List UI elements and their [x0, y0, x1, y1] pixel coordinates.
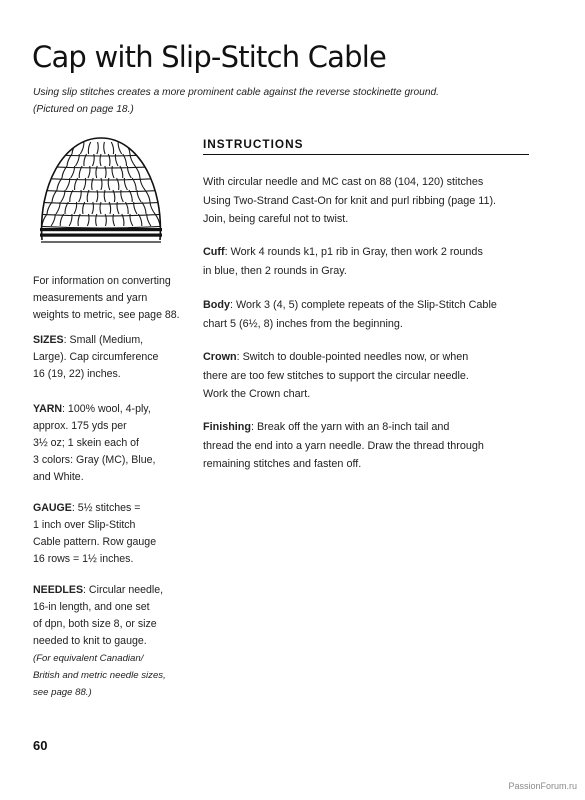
- subtitle-line: Using slip stitches creates a more prominent cable against the reverse stockinette ground.: [33, 87, 440, 98]
- body-text: : Work 3 (4, 5) complete repeats of the Slip-Stitch Cable: [230, 299, 497, 311]
- needles-text: : Circular needle,: [83, 584, 164, 596]
- needles-text: of dpn, both size 8, or size: [33, 618, 157, 630]
- cuff-label: Cuff: [203, 246, 225, 258]
- gauge-text: 16 rows = 1½ inches.: [33, 553, 134, 565]
- yarn-text: and White.: [33, 471, 84, 483]
- yarn-block: [33, 401, 183, 486]
- page-subtitle: [33, 84, 553, 118]
- needles-block: [33, 582, 183, 701]
- note-line: For information on converting: [33, 275, 171, 287]
- finishing-text: remaining stitches and fasten off.: [203, 458, 362, 470]
- page-number: 60: [33, 738, 48, 753]
- crown-text: there are too few stitches to support the circular needle.: [203, 369, 469, 382]
- gauge-label: GAUGE: [33, 502, 72, 514]
- crown-label: Crown: [203, 351, 237, 363]
- gauge-text: : 5½ stitches =: [71, 502, 141, 514]
- sizes-text: Large). Cap circumference: [33, 351, 159, 363]
- intro-line: Using Two-Strand Cast-On for knit and purl ribbing (page 11).: [203, 194, 497, 207]
- finishing-paragraph: [203, 418, 535, 474]
- page-title: Cap with Slip-Stitch Cable: [32, 40, 387, 74]
- note-line: weights to metric, see page 88.: [33, 309, 180, 321]
- note-line: measurements and yarn: [33, 292, 148, 304]
- cuff-text: : Work 4 rounds k1, p1 rib in Gray, then work 2 rounds: [224, 246, 483, 258]
- needles-note: (For equivalent Canadian/: [33, 653, 144, 664]
- needles-note: British and metric needle sizes,: [33, 670, 166, 681]
- gauge-text: Cable pattern. Row gauge: [33, 536, 157, 548]
- sizes-text: : Small (Medium,: [63, 334, 144, 346]
- yarn-text: approx. 175 yds per: [33, 420, 127, 432]
- finishing-label: Finishing: [203, 421, 251, 433]
- crown-paragraph: [203, 348, 535, 404]
- subtitle-line: (Pictured on page 18.): [33, 104, 134, 115]
- metric-note: [33, 273, 183, 324]
- yarn-text: 3½ oz; 1 skein each of: [33, 437, 140, 449]
- intro-paragraph: [203, 173, 535, 229]
- intro-line: With circular needle and MC cast on 88 (104, 120) stitches: [203, 176, 484, 188]
- gauge-block: [33, 500, 183, 568]
- needles-text: 16-in length, and one set: [33, 601, 150, 613]
- sizes-text: 16 (19, 22) inches.: [33, 368, 121, 380]
- finishing-text: thread the end into a yarn needle. Draw the thread through: [203, 439, 484, 452]
- crown-text: : Switch to double-pointed needles now, or when: [236, 351, 469, 363]
- needles-text: needed to knit to gauge.: [33, 635, 147, 647]
- cuff-paragraph: [203, 243, 535, 280]
- sizes-block: [33, 332, 183, 383]
- yarn-text: 3 colors: Gray (MC), Blue,: [33, 454, 156, 466]
- finishing-text: : Break off the yarn with an 8-inch tail and: [250, 421, 450, 433]
- gauge-text: 1 inch over Slip-Stitch: [33, 519, 136, 531]
- body-text: chart 5 (6½, 8) inches from the beginning.: [203, 317, 403, 330]
- cuff-text: in blue, then 2 rounds in Gray.: [203, 264, 347, 277]
- needles-label: NEEDLES: [33, 584, 84, 596]
- body-label: Body: [203, 299, 230, 311]
- watermark: PassionForum.ru: [508, 781, 577, 791]
- instructions-heading: INSTRUCTIONS: [203, 137, 529, 155]
- sizes-label: SIZES: [33, 334, 64, 346]
- cap-illustration-icon: [28, 132, 174, 250]
- needles-note: see page 88.): [33, 687, 92, 698]
- body-paragraph: [203, 296, 535, 333]
- intro-line: Join, being careful not to twist.: [203, 213, 349, 225]
- yarn-text: : 100% wool, 4-ply,: [62, 403, 151, 415]
- crown-text: Work the Crown chart.: [203, 388, 311, 400]
- yarn-label: YARN: [33, 403, 63, 415]
